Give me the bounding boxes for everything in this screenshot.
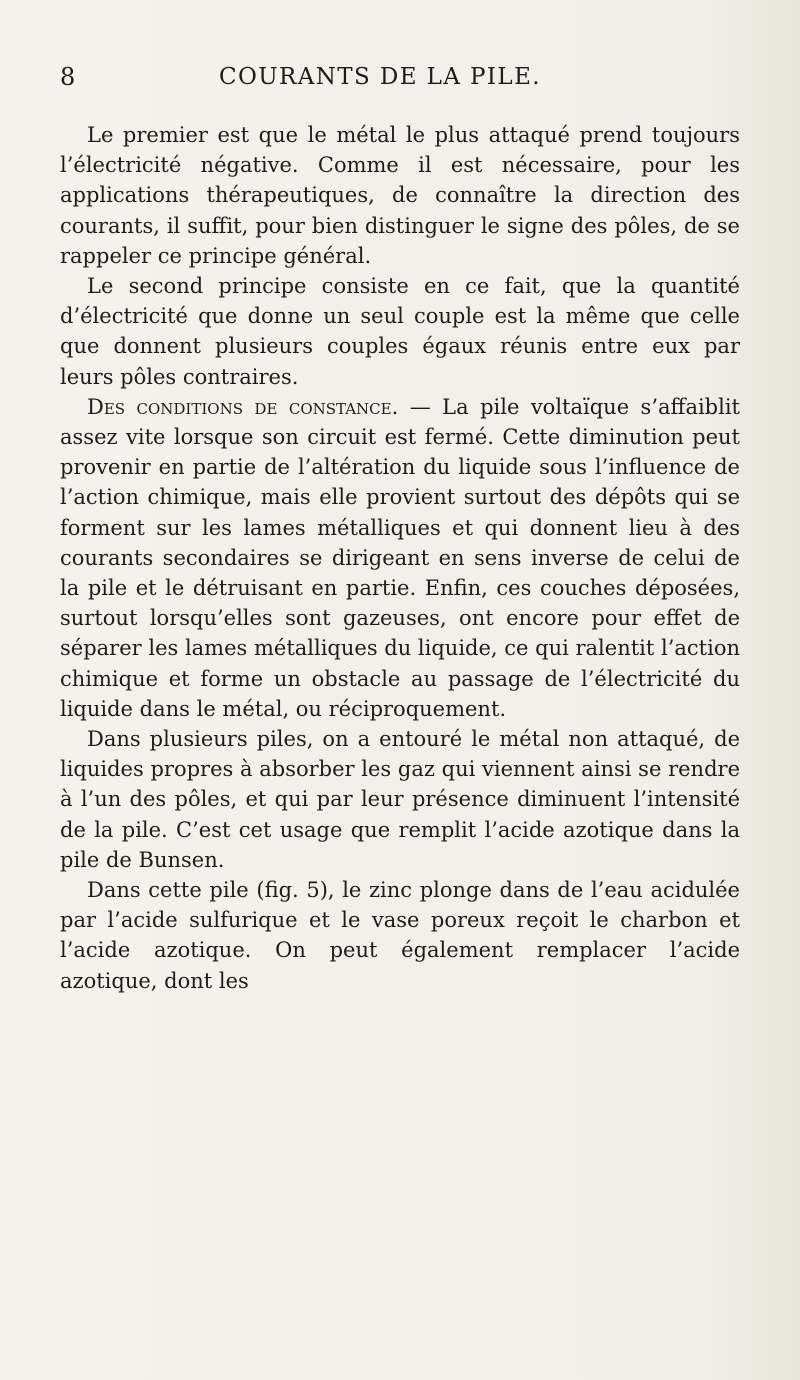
paragraph-1: Le premier est que le métal le plus attaqué prend toujours l’électricité négative. Comme il est nécessaire, pour les applications thérapeutiques, de connaître la direction des courants, il suffit, pour bien distinguer le signe des pôles, de se rappeler ce principe général. <box>60 123 740 268</box>
body-text <box>60 120 740 996</box>
paragraph-5: Dans cette pile (fig. 5), le zinc plonge dans de l’eau acidulée par l’acide sulfurique et le vase poreux reçoit le charbon et l’acide azotique. On peut également remplacer l’acide azotique, dont les <box>60 878 740 993</box>
running-head: COURANTS DE LA PILE. <box>219 64 541 90</box>
paragraph-4: Dans plusieurs piles, on a entouré le métal non attaqué, de liquides propres à absorber les gaz qui viennent ainsi se rendre à l’un des pôles, et qui par leur présence diminuent l’intensité de la pile. C’est cet usage que remplit l’acide azotique dans la pile de Bunsen. <box>60 727 740 872</box>
paragraph-3-text: — La pile voltaïque s’affaiblit assez vite lorsque son circuit est fermé. Cette diminution peut provenir en partie de l’altération du liquide sous l’influence de l’action chimique, mais elle provient surtout des dépôts qui se forment sur les lames métalliques et qui donnent lieu à des courants secondaires se dirigeant en sens inverse de celui de la pile et le détruisant en partie. Enfin, ces couches déposées, surtout lorsqu’elles sont gazeuses, ont encore pour effet de séparer les lames métalliques du liquide, ce qui ralentit l’action chimique et forme un obstacle au passage de l’électricité du liquide dans le métal, ou réciproquement. <box>60 394 741 721</box>
section-heading: Des conditions de constance. <box>87 394 399 419</box>
page-header <box>60 62 760 102</box>
paragraph-3 <box>60 392 740 724</box>
paragraph-2: Le second principe consiste en ce fait, que la quantité d’électricité que donne un seul couple est la même que celle que donnent plusieurs couples égaux réunis entre eux par leurs pôles contraires. <box>60 274 740 389</box>
page-number: 8 <box>60 63 76 91</box>
